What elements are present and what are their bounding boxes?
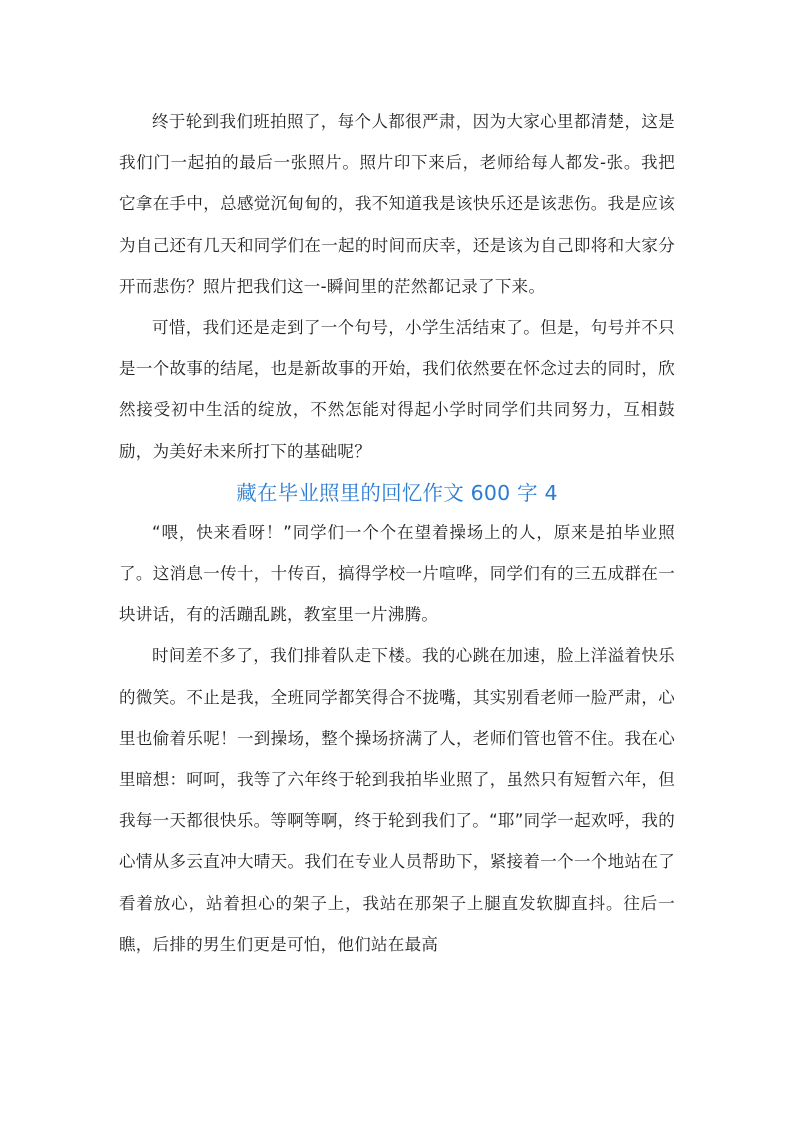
paragraph-2: 可惜，我们还是走到了一个句号，小学生活结束了。但是，句号并不只是一个故事的结尾，也是新故事的开始，我们依然要在怀念过去的同时，欣然接受初中生活的绽放，不然怎能对得起小学时同学们共同努力，互相鼓励，为美好未来所打下的基础呢？ [119,318,675,461]
section-heading: 藏在毕业照里的回忆作文 600 字 4 [236,480,558,505]
paragraph-1: 终于轮到我们班拍照了，每个人都很严肃，因为大家心里都清楚，这是我们门一起拍的最后一张照片。照片印下来后，老师给每人都发-张。我把它拿在手中，总感觉沉甸甸的，我不知道我是该快乐还是该悲伤。我是应该为自己还有几天和同学们在一起的时间而庆幸，还是该为自己即将和大家分开而悲伤？照片把我们这一-瞬间里的茫然都记录了下来。 [119,112,675,296]
paragraph-3: “喂，快来看呀！”同学们一个个在望着操场上的人，原来是拍毕业照了。这消息一传十，十传百，搞得学校一片喧哗，同学们有的三五成群在一块讲话，有的活蹦乱跳，教室里一片沸腾。 [119,522,675,625]
document-body [119,101,675,965]
paragraph-4: 时间差不多了，我们排着队走下楼。我的心跳在加速，脸上洋溢着快乐的微笑。不止是我，全班同学都笑得合不拢嘴，其实别看老师一脸严肃，心里也偷着乐呢！一到操场，整个操场挤满了人，老师们管也管不住。我在心里暗想：呵呵，我等了六年终于轮到我拍毕业照了，虽然只有短暂六年，但我每一天都很快乐。等啊等啊，终于轮到我们了。“耶”同学一起欢呼，我的心情从多云直冲大晴天。我们在专业人员帮助下，紧接着一个一个地站在了看着放心，站着担心的架子上，我站在那架子上腿直发软脚直抖。往后一瞧，后排的男生们更是可怕，他们站在最高 [119,646,675,954]
